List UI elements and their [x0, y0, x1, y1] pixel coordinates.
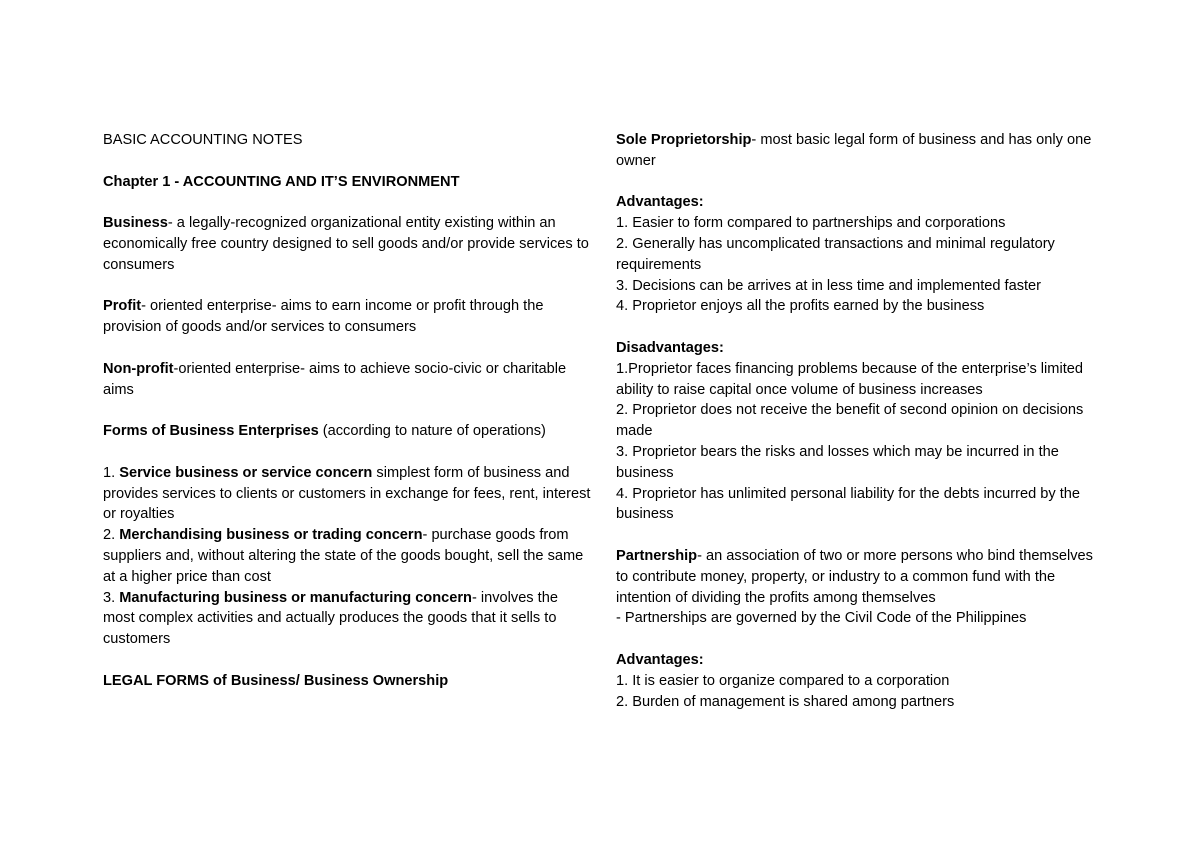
item-number: 1.	[103, 464, 120, 481]
disadvantages-heading	[616, 338, 1106, 359]
business-term: Business	[103, 215, 168, 232]
item-def: - involves the most complex activities and actually produces the goods that it sells to customers	[103, 589, 558, 648]
legal-forms-heading	[103, 671, 593, 692]
item-def: - purchase goods from suppliers and, without altering the state of the goods bought, sell the same at a higher price than cost	[103, 527, 584, 585]
list-item: 4. Proprietor enjoys all the profits earned by the business	[616, 298, 985, 315]
list-item: 2. Generally has uncomplicated transactions and minimal regulatory requirements	[616, 235, 1055, 273]
partnership-note: - Partnerships are governed by the Civil Code of the Philippines	[616, 610, 1027, 627]
forms-note: (according to nature of operations)	[318, 423, 546, 440]
nonprofit-def: -oriented enterprise- aims to achieve socio-civic or charitable aims	[103, 360, 567, 398]
item-term: Service business or service concern	[119, 464, 373, 481]
sole-def: - most basic legal form of business and has only one owner	[616, 132, 1092, 169]
forms-heading	[103, 421, 593, 442]
profit-definition	[103, 296, 593, 338]
business-def: - a legally-recognized organizational entity existing within an economically free country designed to sell goods and/or provide services to consumers	[103, 215, 589, 273]
advantages2-heading	[616, 650, 1106, 671]
partnership-definition	[616, 546, 1106, 608]
list-item: 4. Proprietor has unlimited personal liability for the debts incurred by the business	[616, 485, 1080, 523]
list-item: 1. It is easier to organize compared to a corporation	[616, 672, 950, 689]
list-item	[103, 588, 593, 650]
profit-term: Profit	[103, 298, 142, 315]
list-item: 1. Easier to form compared to partnerships and corporations	[616, 215, 1006, 232]
list-item: 1.Proprietor faces financing problems because of the enterprise’s limited ability to raise capital once volume of business increases	[616, 360, 1083, 398]
item-number: 3.	[103, 589, 120, 606]
item-term: Manufacturing business or manufacturing concern	[119, 589, 472, 606]
doc-title: BASIC ACCOUNTING NOTES	[103, 132, 303, 148]
profit-def: - oriented enterprise- aims to earn income or profit through the provision of goods and/or services to consumers	[103, 298, 544, 336]
advantages2-title: Advantages:	[616, 651, 704, 668]
business-definition	[103, 213, 593, 275]
legal-forms-title: LEGAL FORMS of Business/ Business Ownership	[103, 672, 449, 689]
partnership-def: - an association of two or more persons who bind themselves to contribute money, property, or industry to a common fund with the intention of dividing the profits among themselves	[616, 547, 1093, 606]
sole-definition	[616, 130, 1106, 172]
advantages-heading	[616, 192, 1106, 213]
list-item: 2. Proprietor does not receive the benefit of second opinion on decisions made	[616, 402, 1084, 440]
list-item: 3. Proprietor bears the risks and losses which may be incurred in the business	[616, 443, 1059, 481]
nonprofit-term: Non-profit	[103, 360, 174, 377]
right-column	[616, 130, 1106, 712]
partnership-term: Partnership	[616, 547, 698, 564]
sole-term: Sole Proprietorship	[616, 132, 752, 148]
item-term: Merchandising business or trading concern	[119, 527, 423, 544]
nonprofit-definition	[103, 359, 593, 401]
list-item	[103, 463, 593, 525]
list-item	[103, 525, 593, 587]
item-def: simplest form of business and provides services to clients or customers in exchange for fees, rent, interest or royalties	[103, 464, 591, 523]
chapter-heading	[103, 172, 593, 193]
left-column	[103, 130, 593, 692]
disadvantages-title: Disadvantages:	[616, 339, 724, 356]
chapter-title: Chapter 1 - ACCOUNTING AND IT’S ENVIRONMENT	[103, 173, 460, 190]
item-number: 2.	[103, 527, 120, 544]
list-item: 3. Decisions can be arrives at in less time and implemented faster	[616, 277, 1042, 294]
list-item: 2. Burden of management is shared among partners	[616, 693, 955, 710]
forms-term: Forms of Business Enterprises	[103, 423, 319, 440]
advantages-title: Advantages:	[616, 194, 704, 211]
